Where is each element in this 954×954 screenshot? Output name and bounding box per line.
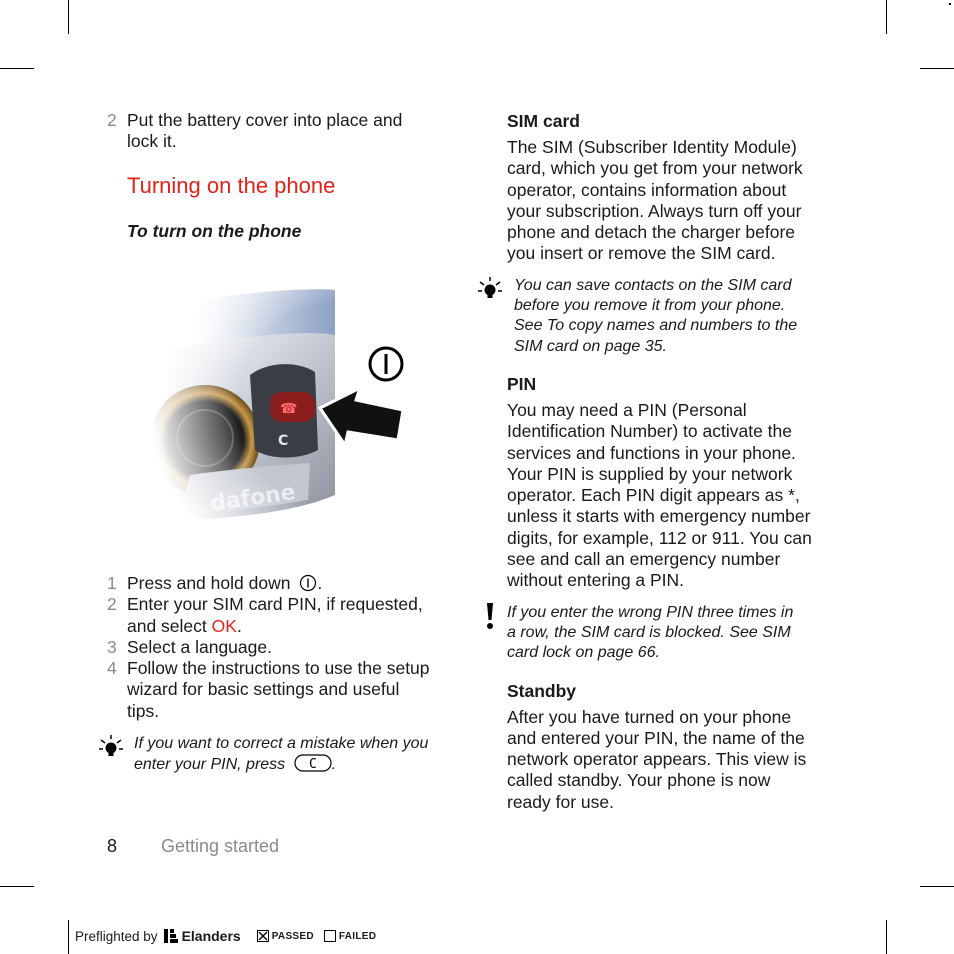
task-title: To turn on the phone [127, 220, 302, 241]
text-line: The SIM (Subscriber Identity Module) [507, 137, 797, 157]
step-text: Press and hold down [127, 573, 291, 593]
step-number: 2 [107, 110, 117, 130]
corner-dot [949, 3, 951, 5]
step-number: 4 [107, 658, 117, 679]
step-item [104, 594, 464, 637]
text-line: You may need a PIN (Personal [507, 399, 747, 420]
ok-softkey-label: OK [211, 615, 237, 636]
clear-key-label: C [308, 757, 317, 773]
text-line: services and functions in your phone. [507, 442, 796, 463]
crop-mark [68, 920, 69, 954]
tip-text: . [331, 756, 337, 774]
crop-mark [920, 886, 954, 887]
standby-heading: Standby [507, 680, 577, 701]
crop-mark [886, 920, 887, 954]
crop-mark [0, 68, 34, 69]
tip-text: If you want to correct a mistake when you [134, 735, 429, 752]
steps-list [104, 573, 464, 722]
pin-paragraph [507, 400, 842, 592]
text-line: digits, for example, 112 or 911. You can [507, 527, 812, 548]
right-column [507, 110, 842, 813]
tip-bulb-icon [98, 734, 124, 758]
step-text: . [317, 573, 323, 593]
tip-text: See To copy names and numbers to the [514, 317, 798, 335]
warning-text: a row, the SIM card is blocked. See SIM [507, 623, 791, 641]
crop-mark [68, 0, 69, 34]
tip-text: before you remove it from your phone. [514, 297, 786, 315]
step-text: lock it. [127, 131, 177, 152]
elanders-logo-icon [164, 929, 178, 943]
step-number: 1 [107, 573, 117, 593]
text-line: you insert or remove the SIM card. [507, 243, 776, 264]
warning-exclamation-icon [485, 601, 495, 631]
text-line: unless it starts with emergency number [507, 506, 811, 527]
text-line: your subscription. Always turn off your [507, 200, 802, 221]
pin-warning-note [507, 603, 842, 664]
tip-text: SIM card on page 35. [514, 337, 667, 355]
sim-card-paragraph [507, 137, 842, 265]
text-line: called standby. Your phone is now [507, 770, 771, 791]
passed-checkbox [257, 930, 269, 942]
text-line: operator, contains information about [507, 179, 787, 200]
step-text: Put the battery cover into place and [127, 110, 403, 130]
tip-bulb-icon [477, 276, 503, 300]
step-text: tips. [127, 700, 160, 721]
sim-card-heading: SIM card [507, 111, 580, 131]
step-number: 2 [107, 594, 117, 615]
text-line: ready for use. [507, 791, 614, 812]
phone-illustration [150, 280, 412, 530]
step-text: Select a language. [127, 636, 272, 657]
text-line: network operator appears. This view is [507, 749, 807, 770]
step-item [104, 637, 464, 658]
text-line: Identification Number) to activate the [507, 421, 793, 442]
text-line: operator. Each PIN digit appears as *, [507, 485, 800, 506]
text-line: Your PIN is supplied by your network [507, 463, 793, 484]
standby-paragraph [507, 707, 842, 813]
step-battery [104, 110, 464, 153]
step-text: . [236, 615, 242, 636]
text-line: After you have turned on your phone [507, 706, 792, 727]
failed-label: FAILED [338, 930, 377, 942]
step-text: Enter your SIM card PIN, if requested, [127, 594, 423, 615]
preflight-label: Preflighted by [75, 928, 158, 944]
step-text: and select [127, 615, 207, 636]
step-item [104, 573, 464, 594]
crop-mark [920, 68, 954, 69]
text-line: and entered your PIN, the name of the [507, 727, 805, 748]
sim-tip-note [507, 276, 842, 357]
text-line: without entering a PIN. [507, 570, 685, 591]
tip-text: enter your PIN, press [134, 756, 286, 774]
left-column [104, 110, 464, 242]
failed-checkbox [324, 930, 336, 942]
crop-mark [886, 0, 887, 34]
passed-label: PASSED [271, 930, 314, 942]
tip-text: You can save contacts on the SIM card [514, 276, 792, 294]
step-text: Follow the instructions to use the setup [127, 658, 430, 679]
text-line: card, which you get from your network [507, 158, 803, 179]
page-number: 8 [107, 836, 118, 856]
clear-key-icon [294, 754, 332, 772]
step-item [104, 658, 464, 722]
text-line: phone and detach the charger before [507, 222, 795, 243]
preflight-brand: Elanders [181, 928, 241, 944]
warning-text: If you enter the wrong PIN three times in [507, 603, 794, 621]
step-number: 3 [107, 636, 117, 657]
pin-heading: PIN [507, 373, 537, 394]
preflight-bar [75, 928, 376, 944]
crop-mark [0, 886, 34, 887]
chapter-name: Getting started [161, 836, 280, 856]
tip-note [134, 734, 464, 776]
section-title: Turning on the phone [127, 172, 336, 198]
step-text: wizard for basic settings and useful [127, 679, 400, 700]
warning-text: card lock on page 66. [507, 644, 660, 662]
text-line: see and call an emergency number [507, 549, 781, 570]
power-key-icon [299, 574, 317, 592]
